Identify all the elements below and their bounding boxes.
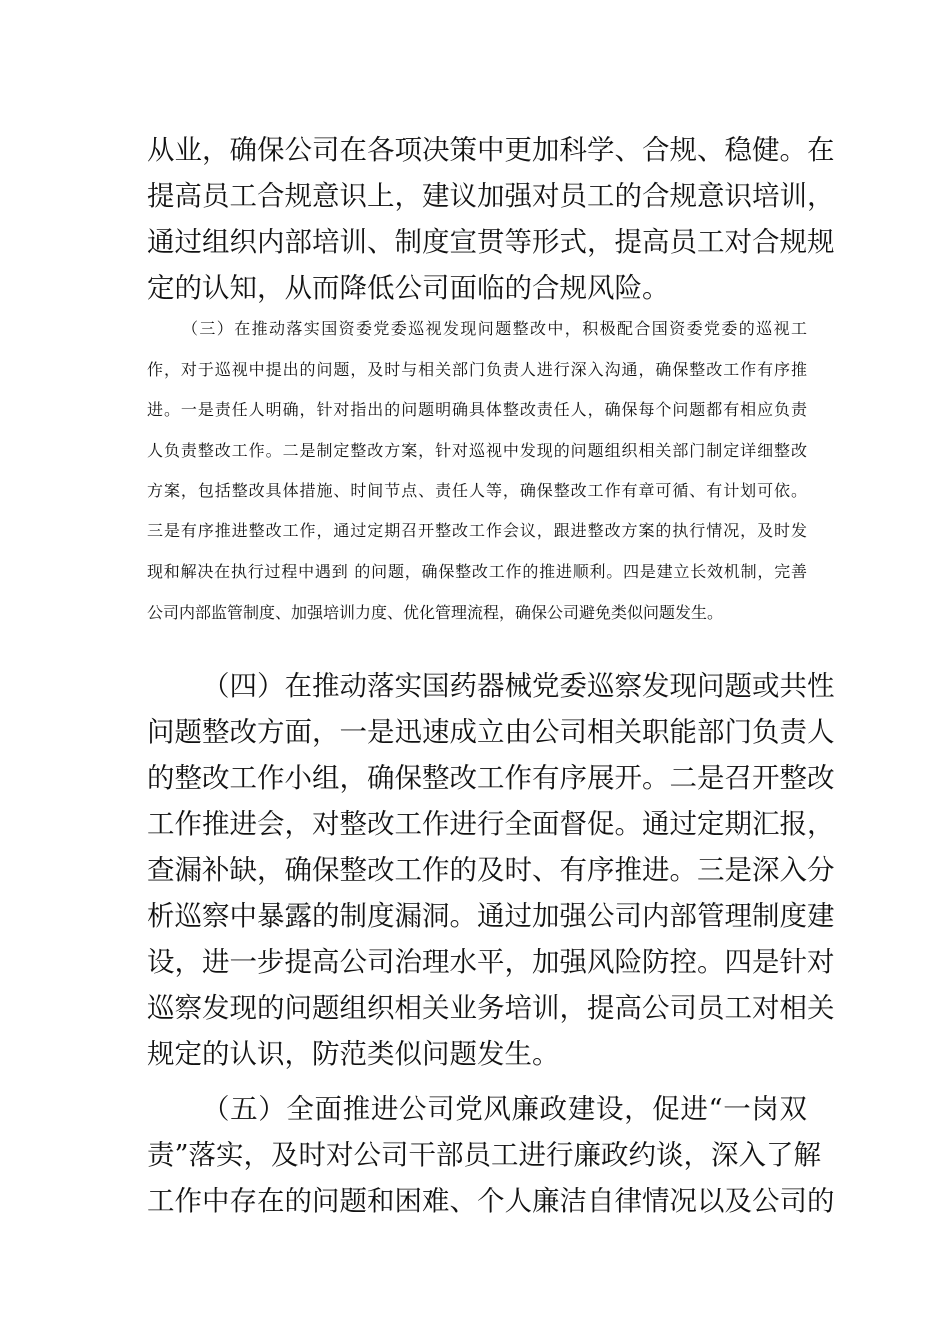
- text-line: 设，进一步提高公司治理水平，加强风险防控。四是针对: [147, 946, 835, 978]
- text-line: 的整改工作小组，确保整改工作有序展开。二是召开整改: [147, 762, 835, 794]
- text-line: 析巡察中暴露的制度漏洞。通过加强公司内部管理制度建: [147, 900, 835, 932]
- text-line: 规定的认识，防范类似问题发生。: [147, 1038, 560, 1070]
- text-line: 公司内部监管制度、加强培训力度、优化管理流程，确保公司避免类似问题发生。: [147, 603, 724, 622]
- text-line: （五）全面推进公司党风廉政建设，促进“一岗双: [202, 1093, 807, 1125]
- text-line: 方案，包括整改具体措施、时间节点、责任人等，确保整改工作有章可循、有计划可依。: [147, 481, 807, 500]
- text-line: 工作中存在的问题和困难、个人廉洁自律情况以及公司的: [147, 1185, 835, 1217]
- text-line: （四）在推动落实国药器械党委巡察发现问题或共性: [202, 670, 835, 702]
- text-line: 人负责整改工作。二是制定整改方案，针对巡视中发现的问题组织相关部门制定详细整改: [147, 441, 807, 460]
- text-line: 巡察发现的问题组织相关业务培训，提高公司员工对相关: [147, 992, 835, 1024]
- text-line: 通过组织内部培训、制度宣贯等形式，提高员工对合规规: [147, 226, 835, 258]
- text-line: 三是有序推进整改工作，通过定期召开整改工作会议，跟进整改方案的执行情况，及时发: [147, 521, 807, 540]
- text-line: 现和解决在执行过程中遇到 的问题，确保整改工作的推进顺利。四是建立长效机制，完善: [147, 562, 807, 581]
- text-line: 定的认知，从而降低公司面临的合规风险。: [147, 272, 670, 304]
- text-line: 查漏补缺，确保整改工作的及时、有序推进。三是深入分: [147, 854, 835, 886]
- text-line: 作，对于巡视中提出的问题，及时与相关部门负责人进行深入沟通，确保整改工作有序推: [147, 360, 807, 379]
- text-line: 责”落实，及时对公司干部员工进行廉政约谈，深入了解: [147, 1139, 822, 1171]
- text-line: （三）在推动落实国资委党委巡视发现问题整改中，积极配合国资委党委的巡视工: [182, 319, 807, 338]
- text-line: 提高员工合规意识上，建议加强对员工的合规意识培训，: [147, 180, 835, 212]
- text-line: 从业，确保公司在各项决策中更加科学、合规、稳健。在: [147, 134, 835, 166]
- text-line: 进。一是责任人明确，针对指出的问题明确具体整改责任人，确保每个问题都有相应负责: [147, 400, 807, 419]
- text-line: 问题整改方面，一是迅速成立由公司相关职能部门负责人: [147, 716, 835, 748]
- text-line: 工作推进会，对整改工作进行全面督促。通过定期汇报，: [147, 808, 835, 840]
